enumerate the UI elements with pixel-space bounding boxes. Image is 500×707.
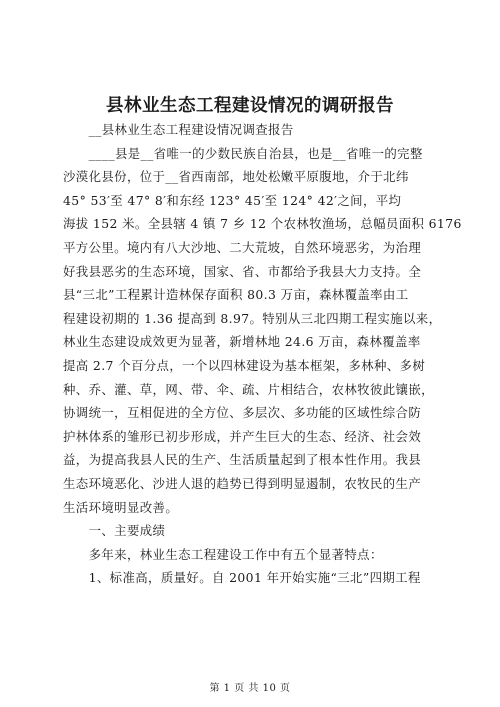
- text-line: 程建设初期的 1.36 提高到 8.97。特别从三北四期工程实施以来，: [63, 310, 442, 326]
- text-line: 45° 53′至 47° 8′和东经 123° 45′至 124° 42′之间，平均: [63, 192, 402, 208]
- text-line: 好我县恶劣的生态环境，国家、省、市都给予我县大力支持。全: [63, 263, 422, 279]
- text-line: 护林体系的雏形已初步形成，并产生巨大的生态、经济、社会效: [63, 428, 422, 444]
- document-body: [63, 118, 462, 590]
- text-line: 县“三北”工程累计造林保存面积 80.3 万亩，森林覆盖率由工: [63, 287, 409, 303]
- text-line: 种、乔、灌、草，网、带、伞、疏、片相结合，农林牧彼此镶嵌，: [63, 381, 434, 397]
- text-line: 海拔 152 米。全县辖 4 镇 7 乡 12 个农林牧渔场，总幅员面积 6176: [63, 216, 462, 232]
- text-line: 林业生态建设成效更为显著，新增林地 24.6 万亩，森林覆盖率: [63, 334, 421, 350]
- text-line: 多年来，林业生态工程建设工作中有五个显著特点：: [63, 546, 383, 562]
- text-line: 平方公里。境内有八大沙地、二大荒坡，自然环境恶劣，为治理: [63, 239, 422, 255]
- page-footer: 第 1 页 共 10 页: [209, 683, 291, 694]
- document-title: 县林业生态工程建设情况的调研报告: [106, 96, 394, 116]
- text-line: __县林业生态工程建设情况调查报告: [63, 122, 294, 137]
- text-line: 生态环境恶化、沙进人退的趋势已得到明显遏制，农牧民的生产: [63, 475, 422, 491]
- text-line: 益，为提高我县人民的生产、生活质量起到了根本性作用。我县: [63, 452, 422, 468]
- text-line: 生活环境明显改善。: [63, 499, 179, 515]
- text-line: 协调统一，互相促进的全方位、多层次、多功能的区域性综合防: [63, 405, 422, 421]
- text-line: 1、标准高，质量好。自 2001 年开始实施“三北”四期工程: [63, 570, 421, 586]
- text-line: 提高 2.7 个百分点，一个以四林建设为基本框架，多林种、多树: [63, 357, 426, 373]
- text-line: 沙漠化县份，位于__省西南部，地处松嫩平原腹地，介于北纬: [63, 169, 409, 185]
- text-line: ____县是__省唯一的少数民族自治县，也是__省唯一的完整: [63, 145, 423, 161]
- section-heading: 一、主要成绩: [63, 523, 166, 539]
